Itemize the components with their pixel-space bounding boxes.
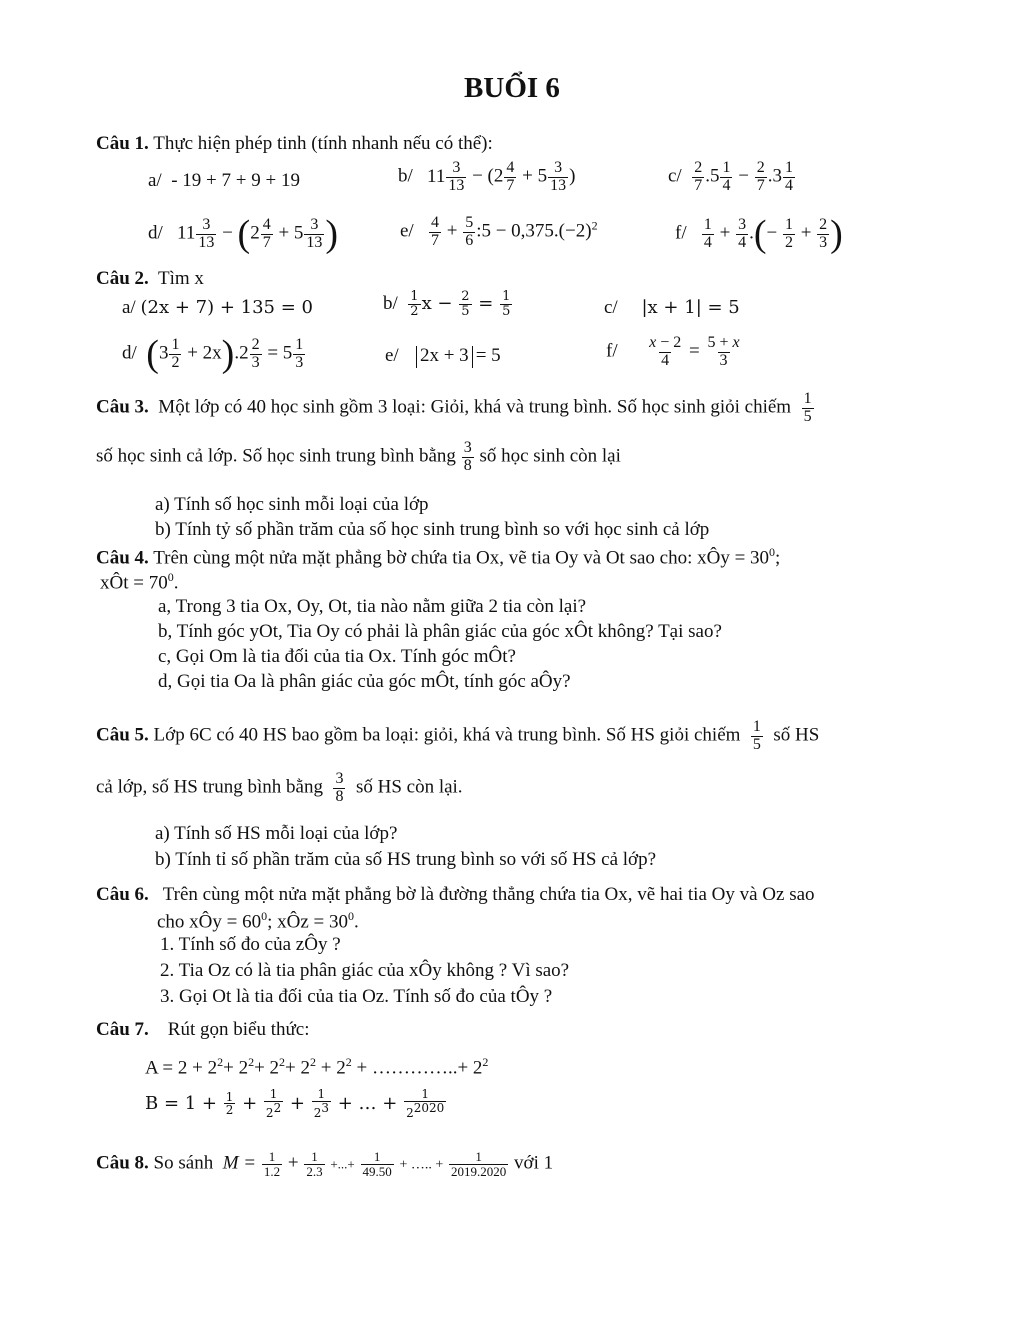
q4-item-b: b, Tính góc yOt, Tia Oy có phải là phân giác của góc xÔt không? Tại sao? xyxy=(158,621,722,642)
q6-item-1: 1. Tính số đo của zÔy ? xyxy=(160,934,341,955)
q7-a-mid: + 2 xyxy=(320,1057,346,1079)
q7-text: Rút gọn biểu thức: xyxy=(167,1019,310,1040)
q5-text1b: số HS xyxy=(773,724,820,746)
q8-line: Câu 8. So sánh M = $\frac{1}{1.2}$ + $\frac{1}{2.3}$ +...+ $\frac{1}{49.50}$ + ….. + $\frac{1}{2019.2020}$ với 1 xyxy=(96,1149,554,1179)
q2-e: e/ 2x + 3 = 5 xyxy=(385,345,501,366)
q6-text2b: ; xÔz = 30 xyxy=(267,911,349,933)
q3-item-a: a) Tính số học sinh mỗi loại của lớp xyxy=(155,494,429,515)
q1-e: e/ $\frac{4}{7}$ + $\frac{5}{6}$ :5 − $0,375.(-2)^2$ xyxy=(400,214,598,249)
q2-f: f/ $\frac{x - 2}{4}$ = $\frac{5 + x}{3}$ xyxy=(606,334,740,369)
q4-text2: xÔt = 70 xyxy=(100,572,168,594)
q2-b: b/ $\frac{1}{2}$ x − $\frac{2}{5}$ = $\frac{1}{5}$ xyxy=(383,289,511,319)
q6-line2: cho xÔy = $60^0$; xÔz = $30^0$. xyxy=(157,909,359,933)
q6-text2: cho xÔy = 60 xyxy=(157,911,262,933)
q7-label: Câu 7. xyxy=(96,1019,149,1040)
q5-line1: Câu 5. Lớp 6C có 40 HS bao gồm ba loại: giỏi, khá và trung bình. Số HS giỏi chiếm $\frac{1}{5}$ số HS xyxy=(96,718,820,753)
q8-tail: với 1 xyxy=(514,1152,554,1174)
q2-text: Tìm x xyxy=(157,268,204,289)
q4-text1: Trên cùng một nửa mặt phẳng bờ chứa tia Ox, vẽ tia Oy và Ot sao cho: xÔy = 30 xyxy=(153,547,770,569)
q2-e-label: e/ xyxy=(385,345,399,366)
q3-item-b: b) Tính tỷ số phần trăm của số học sinh trung bình so với học sinh cả lớp xyxy=(155,519,710,540)
q7-a-dots: + …………..+ 2 xyxy=(356,1057,483,1079)
q2-c-expr: x + 1 xyxy=(647,297,696,318)
q2-e-expr: 2x + 3 xyxy=(419,345,469,366)
q1-a-expr: - 19 + 7 + 9 + 19 xyxy=(171,170,300,191)
q3-text1: Một lớp có 40 học sinh gồm 3 loại: Giỏi, khá và trung bình. Số học sinh giỏi chiếm xyxy=(158,396,792,418)
q2-d: d/ (3 $\frac{1}{2}$ + 2x).2 $\frac{2}{3}$ = 5 $\frac{1}{3}$ xyxy=(122,333,304,375)
q1-b-label: b/ xyxy=(398,165,413,187)
q8-dots1: +...+ xyxy=(330,1156,355,1172)
q6-item-2: 2. Tia Oz có là tia phân giác của xÔy không ? Vì sao? xyxy=(160,960,570,981)
q1-label: Câu 1. xyxy=(96,133,149,154)
q2-a xyxy=(122,297,313,319)
q6-item-3: 3. Gọi Ot là tia đối của tia Oz. Tính số đo của tÔy ? xyxy=(160,986,553,1007)
q5-item-a: a) Tính số HS mỗi loại của lớp? xyxy=(155,823,398,844)
q6-line1 xyxy=(96,884,815,906)
q2-a-label: a/ xyxy=(122,297,136,318)
q5-text2a: cả lớp, số HS trung bình bằng xyxy=(96,776,323,798)
q8-dots2: + ….. + xyxy=(399,1157,444,1173)
q8-m: M = xyxy=(222,1152,257,1174)
q7-expr-a: $A = 2 + 2^2+ 2^2+ 2^2+ 2^2 + 2^2$ + …………..+ $2^2$ xyxy=(145,1055,489,1079)
q4-item-a: a, Trong 3 tia Ox, Oy, Ot, tia nào nằm giữa 2 tia còn lại? xyxy=(158,596,587,617)
q8-label: Câu 8. xyxy=(96,1152,149,1174)
q2-f-label: f/ xyxy=(606,340,618,362)
q4-label: Câu 4. xyxy=(96,547,149,569)
q7-a-prefix: A = 2 + 2 xyxy=(145,1057,218,1079)
q1-f-label: f/ xyxy=(675,222,687,244)
q4-item-d: d, Gọi tia Oa là phân giác của góc mÔt, tính góc aÔy? xyxy=(158,671,571,692)
q2-b-label: b/ xyxy=(383,293,398,315)
q6-label: Câu 6. xyxy=(96,884,149,905)
q5-text1: Lớp 6C có 40 HS bao gồm ba loại: giỏi, khá và trung bình. Số HS giỏi chiếm xyxy=(153,724,741,746)
q3-line2: số học sinh cả lớp. Số học sinh trung bình bằng $\frac{3}{8}$ số học sinh còn lại xyxy=(96,439,621,474)
q3-label: Câu 3. xyxy=(96,396,149,418)
q1-c: c/ $\frac{2}{7}$ .5 $\frac{1}{4}$ − $\frac{2}{7}$ .3 $\frac{1}{4}$ xyxy=(668,159,793,194)
q4-item-c: c, Gọi Om là tia đối của tia Ox. Tính góc mÔt? xyxy=(158,646,516,667)
q3-text2b: số học sinh còn lại xyxy=(479,445,621,467)
q2-d-label: d/ xyxy=(122,342,137,364)
q2-c: c/ |x + 1| = 5 xyxy=(604,297,740,318)
q1-f: f/ $\frac{1}{4}$ + $\frac{3}{4}$ .(− $\frac{1}{2}$ + $\frac{2}{3}$ ) xyxy=(675,213,843,255)
q1-c-label: c/ xyxy=(668,165,682,187)
q5-item-b: b) Tính tỉ số phần trăm của số HS trung bình so với số HS cả lớp? xyxy=(155,849,657,870)
q7-heading xyxy=(96,1019,310,1041)
page-title: BUỔI 6 xyxy=(464,72,560,104)
q2-heading xyxy=(96,268,204,290)
q1-e-label: e/ xyxy=(400,220,414,242)
q1-a xyxy=(148,170,300,192)
q5-text2b: số HS còn lại. xyxy=(355,776,463,798)
q5-line2: cả lớp, số HS trung bình bằng $\frac{3}{8}$ số HS còn lại. xyxy=(96,770,463,805)
q1-text: Thực hiện phép tinh (tính nhanh nếu có thể): xyxy=(153,133,493,154)
q1-b: b/ 11 $\frac{3}{13}$ − (2 $\frac{4}{7}$ + 5 $\frac{3}{13}$ ) xyxy=(398,159,576,194)
q1-heading xyxy=(96,133,493,155)
q4-line2: xÔt = $70^0$. xyxy=(100,570,179,594)
q8-text: So sánh xyxy=(153,1152,214,1174)
q3-line1: Câu 3. Một lớp có 40 học sinh gồm 3 loại: Giỏi, khá và trung bình. Số học sinh giỏi chiếm $\frac{1}{5}$ xyxy=(96,390,812,425)
q1-d: d/ 11 $\frac{3}{13}$ − (2 $\frac{4}{7}$ + 5 $\frac{3}{13}$ ) xyxy=(148,213,339,255)
q7-b-prefix: B = 1 + xyxy=(145,1092,218,1114)
q5-label: Câu 5. xyxy=(96,724,149,746)
q4-line1: Câu 4. Trên cùng một nửa mặt phẳng bờ chứa tia Ox, vẽ tia Oy và Ot sao cho: xÔy = $30^0$; xyxy=(96,545,781,569)
q1-a-label: a/ xyxy=(148,170,162,191)
q1-d-label: d/ xyxy=(148,222,163,244)
q3-text2a: số học sinh cả lớp. Số học sinh trung bình bằng xyxy=(96,445,456,467)
q2-label: Câu 2. xyxy=(96,268,149,289)
q7-b-dots: + … + xyxy=(337,1092,398,1114)
q2-c-label: c/ xyxy=(604,297,618,318)
q2-a-expr: (2x + 7) + 135 = 0 xyxy=(140,297,313,318)
q6-text1: Trên cùng một nửa mặt phẳng bờ là đường thẳng chứa tia Ox, vẽ hai tia Oy và Oz sao xyxy=(162,884,815,905)
q7-expr-b: B = 1 + $\frac{1}{2}$ + $\frac{1}{2^2}$ + $\frac{1}{2^3}$ + … + $\frac{1}{2^{2020}}$ xyxy=(145,1087,445,1120)
